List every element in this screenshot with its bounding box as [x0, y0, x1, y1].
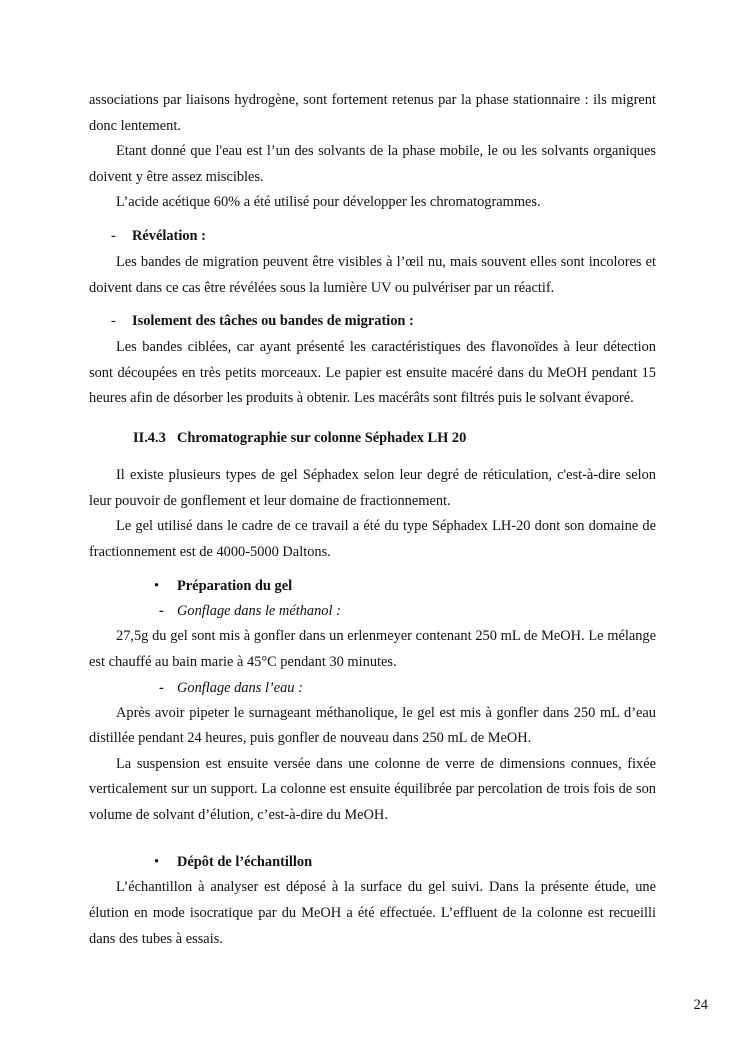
paragraph: L’acide acétique 60% a été utilisé pour développer les chromatogrammes. — [116, 194, 541, 211]
dash-marker: - — [111, 227, 116, 244]
subheading-text: Gonflage dans le méthanol : — [177, 603, 341, 620]
paragraph: associations par liaisons hydrogène, sont fortement retenus par la phase stationnaire : ils migrent donc lentement. — [89, 92, 656, 134]
heading-isolement — [89, 309, 656, 334]
subheading-gonflage-methanol — [89, 599, 656, 624]
section-title: Chromatographie sur colonne Séphadex LH 20 — [177, 429, 467, 446]
dash-marker: - — [159, 603, 164, 620]
heading-text: Isolement des tâches ou bandes de migration : — [132, 313, 414, 330]
paragraph: Les bandes de migration peuvent être visibles à l’œil nu, mais souvent elles sont incolores et doivent dans ce cas être révélées sous la lumière UV ou pulvériser par un réactif. — [89, 253, 656, 296]
subheading-gonflage-eau — [89, 676, 656, 701]
heading-text: Dépôt de l’échantillon — [177, 854, 313, 871]
dash-marker: - — [111, 313, 116, 330]
heading-text: Révélation : — [132, 227, 206, 244]
paragraph: La suspension est ensuite versée dans une colonne de verre de dimensions connues, fixée verticalement sur un support. La colonne est ensuite équilibrée par percolation de trois fois de son volume de solvant d’élution, c’est-à-dire du MeOH. — [89, 755, 656, 823]
heading-text: Préparation du gel — [177, 578, 293, 595]
paragraph: Le gel utilisé dans le cadre de ce travail a été du type Séphadex LH-20 dont son domaine de fractionnement est de 4000-5000 Daltons. — [89, 518, 656, 560]
heading-preparation — [89, 574, 656, 599]
paragraph: Etant donné que l'eau est l’un des solvants de la phase mobile, le ou les solvants organiques doivent y être assez miscibles. — [89, 143, 656, 185]
heading-depot — [89, 850, 656, 875]
paragraph: Il existe plusieurs types de gel Séphadex selon leur degré de réticulation, c'est-à-dire selon leur pouvoir de gonflement et leur domaine de fractionnement. — [89, 466, 656, 509]
page-number: 24 — [693, 997, 708, 1013]
paragraph: L’échantillon à analyser est déposé à la surface du gel suivi. Dans la présente étude, une élution en mode isocratique par du MeOH a été effectuée. L’effluent de la colonne est recueilli dans des tubes à essais. — [89, 879, 656, 947]
section-heading — [89, 426, 656, 450]
section-number: II.4.3 — [133, 429, 166, 446]
paragraph: Après avoir pipeter le surnageant méthanolique, le gel est mis à gonfler dans 250 mL d’eau distillée pendant 24 heures, puis gonfler de nouveau dans 250 mL de MeOH. — [89, 704, 656, 747]
bullet-marker: • — [154, 578, 160, 595]
paragraph: Les bandes ciblées, car ayant présenté les caractéristiques des flavonoïdes à leur détection sont découpées en très petits morceaux. Le papier est ensuite macéré dans du MeOH pendant 15 heures afin de désorber les produits à obtenir. Les macérâts sont filtrés puis le solvant évaporé. — [89, 339, 656, 407]
bullet-marker: • — [154, 854, 160, 871]
dash-marker: - — [159, 679, 164, 696]
subheading-text: Gonflage dans l’eau : — [177, 679, 303, 696]
document-body — [89, 88, 656, 952]
heading-revelation — [89, 224, 656, 249]
paragraph: 27,5g du gel sont mis à gonfler dans un erlenmeyer contenant 250 mL de MeOH. Le mélange est chauffé au bain marie à 45°C pendant 30 minutes. — [89, 628, 656, 670]
